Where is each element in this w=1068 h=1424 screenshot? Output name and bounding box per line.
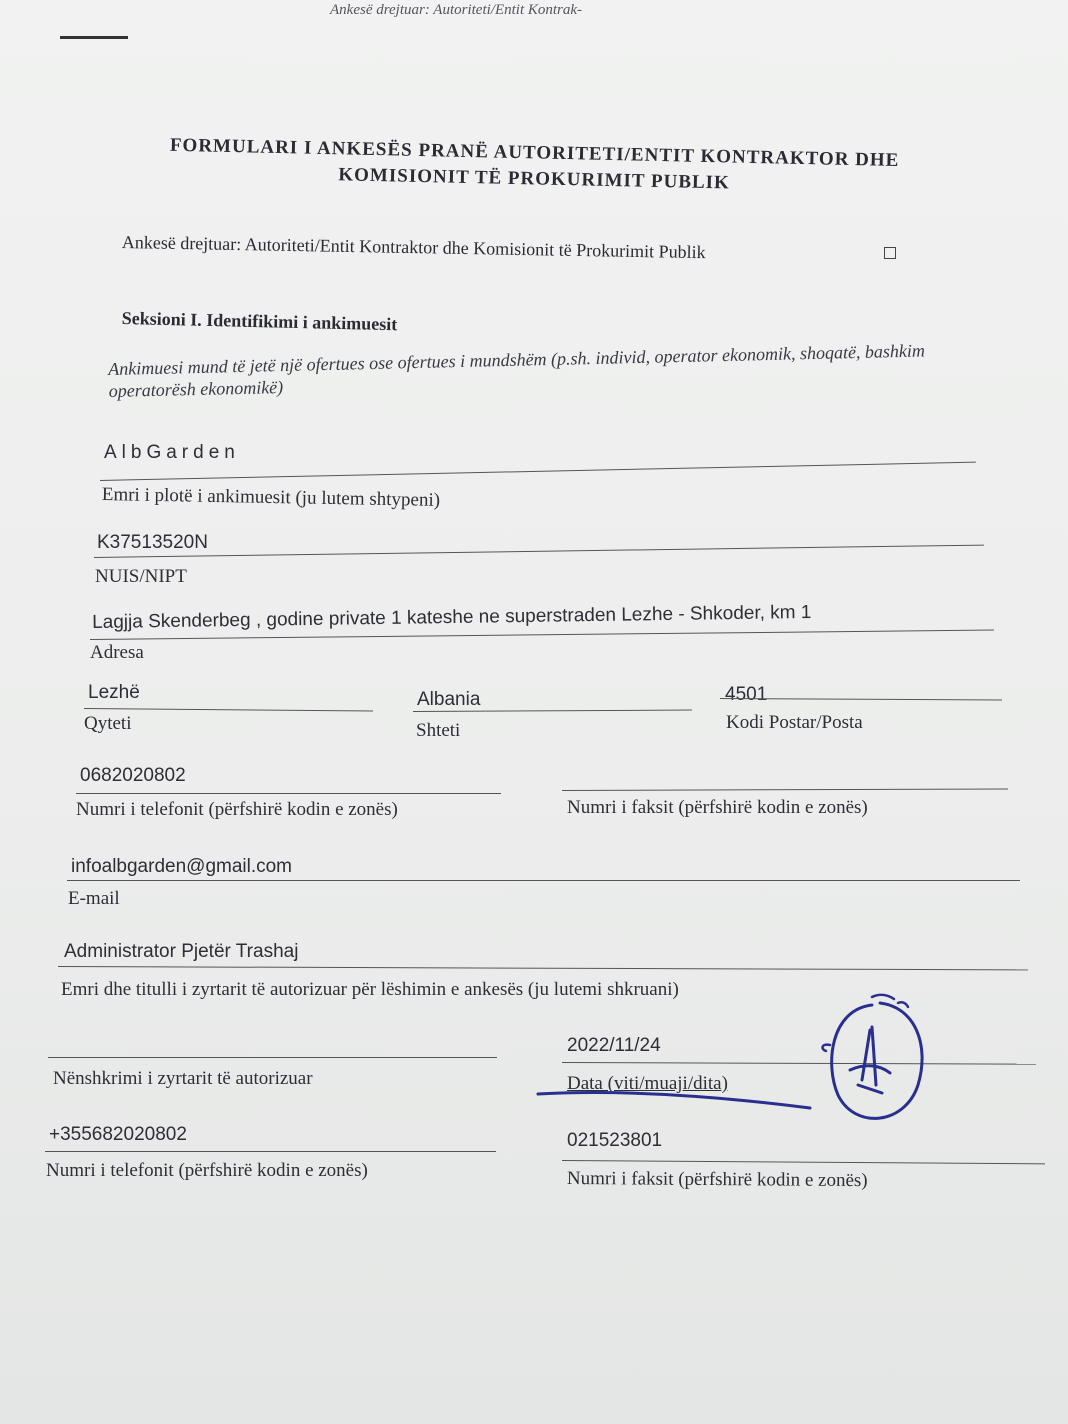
email-line: [67, 880, 1020, 881]
name-value[interactable]: AlbGarden: [104, 442, 240, 463]
signature-line: [48, 1057, 497, 1058]
country-label: Shteti: [416, 720, 461, 741]
section-intro: Ankimuesi mund të jetë një ofertues ose ofertues i mundshëm (p.sh. individ, operator ekonomik, shoqatë, bashkim operatorësh ekonomikë): [108, 340, 926, 401]
official-label: Emri dhe titulli i zyrtarit të autorizuar për lëshimin e ankesës (ju lutemi shkruani): [61, 979, 679, 1000]
city-value[interactable]: Lezhë: [88, 682, 140, 703]
date-value[interactable]: 2022/11/24: [567, 1035, 661, 1056]
official-fax-line: [562, 1160, 1045, 1164]
nuis-line: [94, 545, 984, 558]
nuis-value[interactable]: K37513520N: [97, 532, 208, 553]
official-phone-line: [45, 1151, 496, 1152]
date-line: [562, 1062, 1036, 1065]
ink-underline-stroke: [530, 1080, 820, 1120]
form-title: FORMULARI I ANKESËS PRANË AUTORITETI/ENTIT KONTRAKTOR DHE KOMISIONIT TË PROKURIMIT PUBLIK: [169, 134, 900, 194]
name-line: [100, 462, 976, 481]
address-label: Adresa: [90, 642, 144, 663]
section-heading: Seksioni I. Identifikimi i ankimuesit: [121, 308, 398, 335]
email-label: E-mail: [68, 888, 120, 909]
postal-label: Kodi Postar/Posta: [726, 712, 863, 733]
phone-line: [76, 793, 501, 794]
official-phone-label: Numri i telefonit (përfshirë kodin e zonës): [46, 1160, 368, 1181]
phone-value[interactable]: 0682020802: [80, 765, 186, 786]
nuis-label: NUIS/NIPT: [95, 566, 187, 587]
addressed-to: Ankesë drejtuar: Autoriteti/Entit Kontraktor dhe Komisionit të Prokurimit Publik: [121, 232, 706, 263]
city-line: [84, 708, 373, 712]
official-line: [58, 966, 1028, 970]
city-label: Qyteti: [84, 713, 132, 734]
signature-label: Nënshkrimi i zyrtarit të autorizuar: [53, 1068, 313, 1089]
country-line: [413, 710, 692, 712]
fax-label: Numri i faksit (përfshirë kodin e zonës): [567, 797, 868, 818]
addressed-checkbox[interactable]: [884, 247, 896, 259]
postal-value[interactable]: 4501: [725, 684, 768, 705]
running-header: Ankesë drejtuar: Autoriteti/Entit Kontrak-: [330, 2, 583, 18]
fax-line: [562, 788, 1008, 791]
header-dash: [60, 36, 128, 39]
official-value[interactable]: Administrator Pjetër Trashaj: [64, 941, 299, 962]
address-value[interactable]: Lagjja Skenderbeg , godine private 1 kateshe ne superstraden Lezhe - Shkoder, km 1: [92, 601, 812, 633]
official-phone-value[interactable]: +355682020802: [49, 1124, 187, 1145]
handwritten-signature: [810, 985, 940, 1135]
email-value[interactable]: infoalbgarden@gmail.com: [71, 856, 293, 877]
phone-label: Numri i telefonit (përfshirë kodin e zonës): [76, 799, 398, 820]
date-label: Data (viti/muaji/dita): [567, 1073, 728, 1094]
name-label: Emri i plotë i ankimuesit (ju lutem shtypeni): [101, 484, 441, 511]
country-value[interactable]: Albania: [417, 689, 481, 710]
official-fax-value[interactable]: 021523801: [567, 1130, 663, 1151]
official-fax-label: Numri i faksit (përfshirë kodin e zonës): [566, 1168, 868, 1192]
